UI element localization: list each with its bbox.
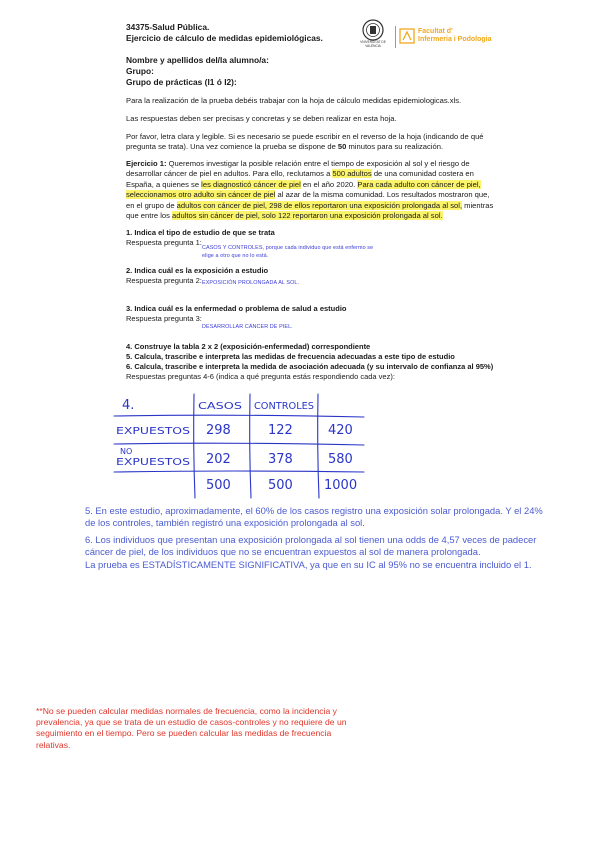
name-label: Nombre y apellidos del/la alumno/a: [126,55,269,65]
response-1-label: Respuesta pregunta 1: [126,238,202,247]
exercise-highlight-4: adultos con cáncer de piel, 298 de ellos reportaron una exposición prolongada al sol, [176,200,463,210]
handwritten-2x2-table [110,392,370,502]
university-text: VNIVERSITAT DE VALÈNCIA [360,40,386,48]
exercise-label: Ejercicio 1: [126,159,167,168]
note-red: **No se pueden calcular medidas normales de frecuencia, como la incidencia y prevalencia, ya que se trata de un estudio de casos-controles y no requiere de un seguimiento en el tiempo. Pero se pueden calcular las medidas de frecuencia relativas. [36,706,347,750]
instruction-3-b: minutos para su realización. [346,142,444,152]
course-code: 34375-Salud Pública. [126,22,210,32]
question-4: 4. Construye la tabla 2 x 2 (exposición-enfermedad) correspondiente [126,342,371,351]
exercise-s1: Queremos investigar la posible relación entre el tiempo de exposición al sol y el riesgo de desarrollar cáncer de piel en adultos. Para ello, reclutamos a [126,159,470,179]
cell-exposed-total: 420 [328,423,353,438]
exercise-s3: en el año 2020. [300,179,358,189]
faculty-icon [399,28,415,44]
logo-divider [395,26,396,48]
practice-group-label: Grupo de prácticas (I1 ó I2): [126,77,237,87]
question-3: 3. Indica cuál es la enfermedad o problema de salud a estudio [126,304,347,313]
response-1-answer-line1: CASOS Y CONTROLES, porque cada individuo que está enfermo se [202,245,374,251]
instruction-2: Las respuestas deben ser precisas y concretas y se deben realizar en esta hoja. [126,114,397,123]
response-2-answer: EXPOSICIÓN PROLONGADA AL SOL. [202,280,300,286]
table-row-unexposed-l2: EXPUESTOS [116,457,190,468]
answer-6-line2: La prueba es ESTADÍSTICAMENTE SIGNIFICATIVA, ya que en su IC al 95% no se encuentra incluido el 1. [85,559,532,570]
exercise-s4: al azar de la misma comunidad. Los resultados mostraron que, en el grupo de [126,190,490,210]
cell-exposed-cases: 298 [206,423,231,438]
exercise-s2: de una comunidad costera en España, a quienes se [126,169,474,189]
question-1: 1. Indica el tipo de estudio de que se trata [126,228,275,237]
instruction-3 [126,132,498,153]
exercise-highlight-2: les diagnosticó cáncer de piel [201,179,301,189]
response-3-label: Respuesta pregunta 3: [126,314,202,323]
table-line-v1 [194,394,195,498]
instruction-1: Para la realización de la prueba debéis trabajar con la hoja de cálculo medidas epidemiologicas.xls. [126,96,462,105]
cell-total-cases: 500 [206,478,231,493]
table-line-h1 [114,415,364,417]
cell-total-controls: 500 [268,478,293,493]
cell-unexposed-controls: 378 [268,452,293,467]
table-line-h2 [114,443,364,445]
table-col-cases: CASOS [198,401,242,412]
response-2-label: Respuesta pregunta 2: [126,276,202,285]
group-label: Grupo: [126,66,154,76]
exercise-title: Ejercicio de cálculo de medidas epidemiológicas. [126,33,323,43]
question-6: 6. Calcula, trascribe e interpreta la medida de asociación adecuada (y su intervalo de confianza al 95%) [126,362,494,371]
exercise-paragraph [126,159,498,221]
table-row-exposed: EXPUESTOS [116,426,190,437]
response-1-answer-line2: elige a otro que no lo está. [202,253,269,259]
cell-exposed-controls: 122 [268,423,293,438]
faculty-line1: Facultat d' [418,28,453,35]
table-line-v2 [250,394,251,498]
table-row-unexposed-l1: NO [120,447,133,456]
table-line-h3 [114,471,364,472]
exercise-highlight-5: adultos sin cáncer de piel, solo 122 reportaron una exposición prolongada al sol. [172,211,443,221]
answer-6-line1: 6. Los individuos que presentan una exposición prolongada al sol tienen una odds de 4,57 veces de padecer cáncer de piel, de los individuos que no se encuentran expuestos al sol de manera prolongada. [85,534,537,558]
response-4-6-label: Respuestas preguntas 4-6 (indica a qué pregunta estás respondiendo cada vez): [126,372,395,381]
question-2: 2. Indica cuál es la exposición a estudio [126,266,269,275]
exercise-highlight-1: 500 adultos [332,169,372,179]
faculty-mark [399,28,415,49]
cell-unexposed-cases: 202 [206,452,231,467]
instruction-3-a: Por favor, letra clara y legible. Si es necesario se puede escribir en el reverso de la hoja (indicando de qué pregunta se trata). Una vez comience la prueba se dispone de [126,132,484,152]
answer-5: 5. En este estudio, aproximadamente, el 60% de los casos registro una exposición solar prolongada. Y el 24% de los controles, también registró una exposición prolongada al sol. [85,505,543,529]
instruction-3-minutes: 50 [337,142,347,152]
response-3-answer: DESARROLLAR CÁNCER DE PIEL. [202,324,293,330]
table-line-v3 [318,394,319,498]
question-5: 5. Calcula, trascribe e interpreta las medidas de frecuencia adecuadas a este tipo de estudio [126,352,455,361]
faculty-line2: Infermeria i Podologia [418,36,492,43]
table-col-controls: CONTROLES [254,401,314,412]
exercise-highlight-3: Para cada adulto con cáncer de piel, seleccionamos otro adulto sin cáncer de piel [126,179,481,200]
exercise-s5: mientras que entre los [126,200,494,221]
cell-unexposed-total: 580 [328,452,353,467]
table-corner: 4. [122,398,135,413]
cell-grand-total: 1000 [324,478,358,493]
